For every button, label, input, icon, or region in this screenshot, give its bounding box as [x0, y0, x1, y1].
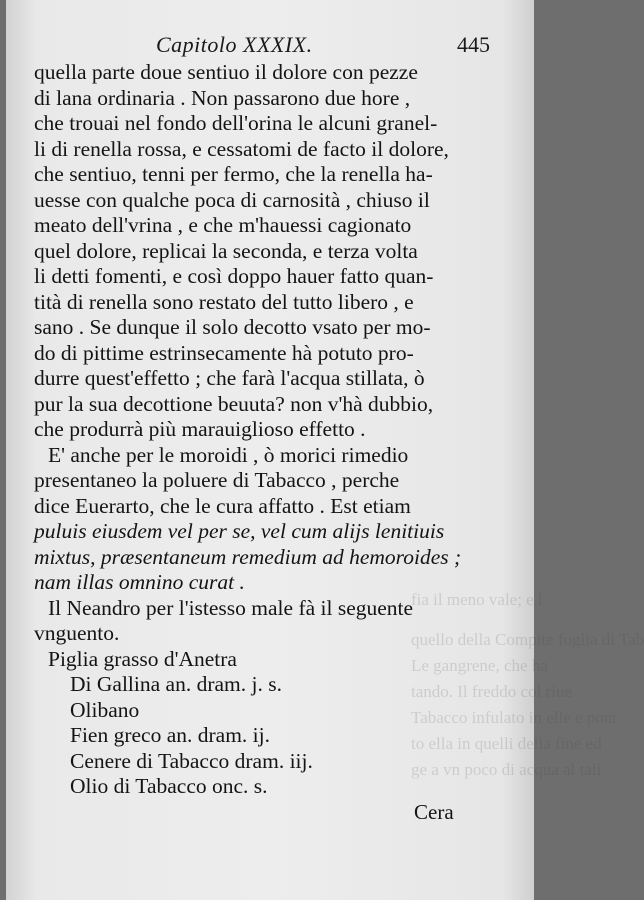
text-line: do di pittime estrinsecamente hà potuto pro-	[34, 340, 414, 365]
catchword: Cera	[414, 800, 454, 824]
text-line: meato dell'vrina , e che m'hauessi cagionato	[34, 213, 412, 237]
page-number: 445	[457, 32, 490, 57]
text-line: Il Neandro per l'istesso male fà il seguente	[48, 595, 414, 620]
text-line: li di renella rossa, e cessatomi de facto il dolore,	[34, 136, 449, 161]
text-line: quel dolore, replicai la seconda, e terza volta	[34, 238, 418, 263]
text-line: vnguento.	[34, 621, 120, 645]
book-page	[6, 0, 644, 900]
show-through-text: fia il meno vale; e l	[411, 590, 543, 609]
show-through-text: quello della Compite foglia di Tab	[411, 630, 644, 649]
show-through-text: to ella in quelli della fine ed	[411, 734, 602, 753]
text-line: che sentiuo, tenni per fermo, che la renella ha-	[34, 162, 433, 186]
text-line: mixtus, præsentaneum remedium ad hemoroides ;	[34, 544, 462, 569]
text-line: Di Gallina an. dram. j. s.	[70, 672, 282, 696]
text-line: pur la sua decottione beuuta? non v'hà dubbio,	[34, 391, 434, 416]
text-line: di lana ordinaria . Non passarono due hore ,	[34, 85, 411, 110]
show-through-text: Le gangrene, che ha	[411, 656, 548, 675]
body-text	[34, 60, 504, 800]
text-line: quella parte doue sentiuo il dolore con pezze	[34, 60, 418, 84]
text-line: presentaneo la poluere di Tabacco , perche	[34, 468, 400, 492]
show-through-text: ge a vn poco di acqua al tali	[411, 760, 602, 779]
text-line: che produrrà più marauiglioso effetto .	[34, 417, 366, 441]
chapter-title: Capitolo XXXIX.	[156, 32, 313, 57]
text-line: sano . Se dunque il solo decotto vsato per mo-	[34, 315, 431, 339]
text-line: Olibano	[70, 697, 140, 722]
text-line: dice Euerarto, che le cura affatto . Est etiam	[34, 493, 411, 518]
text-line: li detti fomenti, e così doppo hauer fatto quan-	[34, 264, 434, 288]
text-line: E' anche per le moroidi , ò morici rimedio	[48, 442, 409, 467]
text-line: nam illas omnino curat .	[34, 570, 245, 594]
text-line: Fien greco an. dram. ij.	[70, 723, 271, 747]
text-line: puluis eiusdem vel per se, vel cum alijs lenitiuis	[34, 519, 445, 543]
text-line: Cenere di Tabacco dram. iij.	[70, 748, 313, 773]
text-line: che trouai nel fondo dell'orina le alcuni granel-	[34, 111, 438, 135]
show-through-text: Tabacco infulato in elle e pont	[411, 708, 618, 727]
text-line: tità di renella sono restato del tutto libero , e	[34, 289, 414, 314]
text-line: Olio di Tabacco onc. s.	[70, 774, 268, 798]
text-line: durre quest'effetto ; che farà l'acqua stillata, ò	[34, 366, 425, 390]
text-line: Piglia grasso d'Anetra	[48, 646, 237, 671]
running-header	[156, 32, 496, 58]
show-through-text: tando. Il freddo col riue	[411, 682, 572, 701]
text-line: uesse con qualche poca di carnosità , chiuso il	[34, 187, 430, 212]
